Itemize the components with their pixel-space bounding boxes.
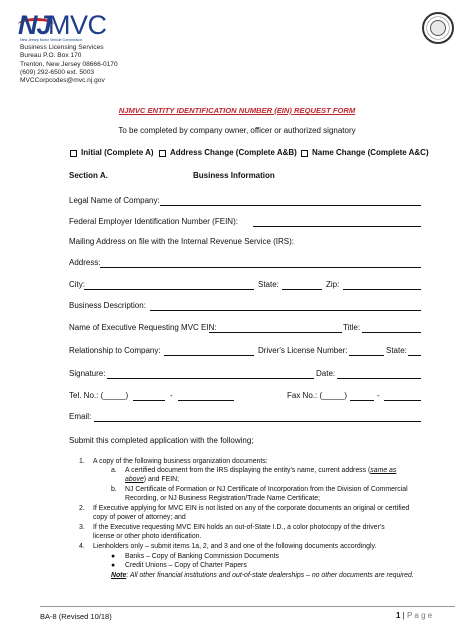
bullet-icon: ● [111, 562, 116, 569]
legal-name-label: Legal Name of Company: [69, 196, 160, 205]
header-email: MVCCorpcodes@mvc.nj.gov [20, 77, 105, 84]
city-label: City: [69, 280, 85, 289]
header-address-line: (609) 292-6500 ext. 5003 [20, 69, 95, 76]
list-subitem-b-cont: Recording, or NJ Business Registration/Trade Name Certificate; [125, 495, 321, 502]
state-label: State: [258, 280, 279, 289]
date-label: Date: [316, 369, 336, 378]
list-item-2-cont: copy of power of attorney; and [93, 514, 186, 521]
title-field[interactable] [362, 332, 421, 333]
checkbox-name-change-label: Name Change (Complete A&C) [312, 148, 429, 157]
list-item-2: If Executive applying for MVC EIN is not listed on any of the corporate documents an original or certified [93, 505, 410, 512]
license-number-label: Driver's License Number: [258, 346, 348, 355]
list-bullet-banks: Banks – Copy of Banking Commission Documents [125, 553, 279, 560]
list-item-3: If the Executive requesting MVC EIN holds an out-of-State I.D., a color photocopy of the driver's [93, 524, 385, 531]
relationship-field[interactable] [164, 355, 254, 356]
fax-dash: - [377, 391, 380, 400]
address-field[interactable] [100, 267, 421, 268]
license-state-label: State: [386, 346, 407, 355]
submit-instructions: Submit this completed application with the following; [69, 436, 254, 445]
note: Note: All other financial institutions and out-of-state dealerships – no other documents are required. [111, 572, 414, 579]
city-field[interactable] [84, 289, 254, 290]
list-item-4: Lienholders only – submit items 1a, 2, and 3 and one of the following documents accordingly. [93, 543, 377, 550]
section-heading: Business Information [193, 171, 275, 180]
relationship-label: Relationship to Company: [69, 346, 161, 355]
tel-dash: - [170, 391, 173, 400]
fax-field-prefix[interactable] [350, 400, 374, 401]
fax-field-line[interactable] [384, 400, 421, 401]
executive-name-label: Name of Executive Requesting MVC EIN: [69, 323, 217, 332]
logo-subtitle: New Jersey Motor Vehicle Commission [20, 38, 83, 42]
legal-name-field[interactable] [160, 205, 421, 206]
executive-name-field[interactable] [209, 332, 342, 333]
fax-label: Fax No.: (_____) [287, 391, 348, 400]
signature-field[interactable] [107, 378, 314, 379]
list-subitem-b: NJ Certificate of Formation or NJ Certificate of Incorporation from the Division of Commercial [125, 486, 408, 493]
form-subtitle: To be completed by company owner, officer or authorized signatory [118, 126, 356, 135]
date-field[interactable] [337, 378, 421, 379]
signature-label: Signature: [69, 369, 106, 378]
state-field[interactable] [282, 289, 322, 290]
bullet-icon: ● [111, 553, 116, 560]
checkbox-initial-label: Initial (Complete A) [81, 148, 154, 157]
address-label: Address: [69, 258, 101, 267]
state-seal-inner [430, 20, 446, 36]
title-label: Title: [343, 323, 361, 332]
tel-field-prefix[interactable] [133, 400, 165, 401]
list-subitem-letter: a. [111, 467, 117, 474]
email-label: Email: [69, 412, 92, 421]
mailing-address-label: Mailing Address on file with the Internal Revenue Service (IRS): [69, 237, 294, 246]
list-number: 3. [79, 524, 85, 531]
checkbox-address-change[interactable] [159, 150, 166, 157]
section-label: Section A. [69, 171, 108, 180]
license-number-field[interactable] [349, 355, 384, 356]
checkbox-address-change-label: Address Change (Complete A&B) [170, 148, 297, 157]
logo-nj: NJ [18, 10, 51, 40]
zip-field[interactable] [343, 289, 421, 290]
zip-label: Zip: [326, 280, 340, 289]
list-subitem-a-cont: above) and FEIN; [125, 476, 180, 483]
business-description-field[interactable] [150, 310, 421, 311]
list-number: 4. [79, 543, 85, 550]
list-item-1: A copy of the following business organization documents: [93, 458, 268, 465]
footer-page: 1 | P a g e [396, 611, 433, 620]
list-number: 1. [79, 458, 85, 465]
footer-divider [40, 606, 455, 607]
business-description-label: Business Description: [69, 301, 146, 310]
tel-field-line[interactable] [178, 400, 234, 401]
tel-label: Tel. No.: (_____) [69, 391, 129, 400]
form-title: NJMVC ENTITY IDENTIFICATION NUMBER (EIN) REQUEST FORM [118, 106, 356, 115]
email-field[interactable] [94, 421, 421, 422]
list-item-3-cont: license or other photo identification. [93, 533, 202, 540]
header-address-line: Trenton, New Jersey 08666-0170 [20, 61, 118, 68]
list-subitem-a: A certified document from the IRS displaying the entity's name, current address (same as [125, 467, 397, 474]
checkbox-name-change[interactable] [301, 150, 308, 157]
license-state-field[interactable] [408, 355, 421, 356]
fein-field[interactable] [253, 226, 421, 227]
header-address-line: Business Licensing Services [20, 44, 104, 51]
footer-form-id: BA-8 (Revised 10/18) [40, 612, 112, 621]
checkbox-initial[interactable] [70, 150, 77, 157]
fein-label: Federal Employer Identification Number (FEIN): [69, 217, 238, 226]
list-bullet-credit-unions: Credit Unions – Copy of Charter Papers [125, 562, 247, 569]
list-subitem-letter: b. [111, 486, 117, 493]
header-address-line: Bureau P.O. Box 170 [20, 52, 82, 59]
logo-mvc: MVC [48, 10, 107, 40]
list-number: 2. [79, 505, 85, 512]
